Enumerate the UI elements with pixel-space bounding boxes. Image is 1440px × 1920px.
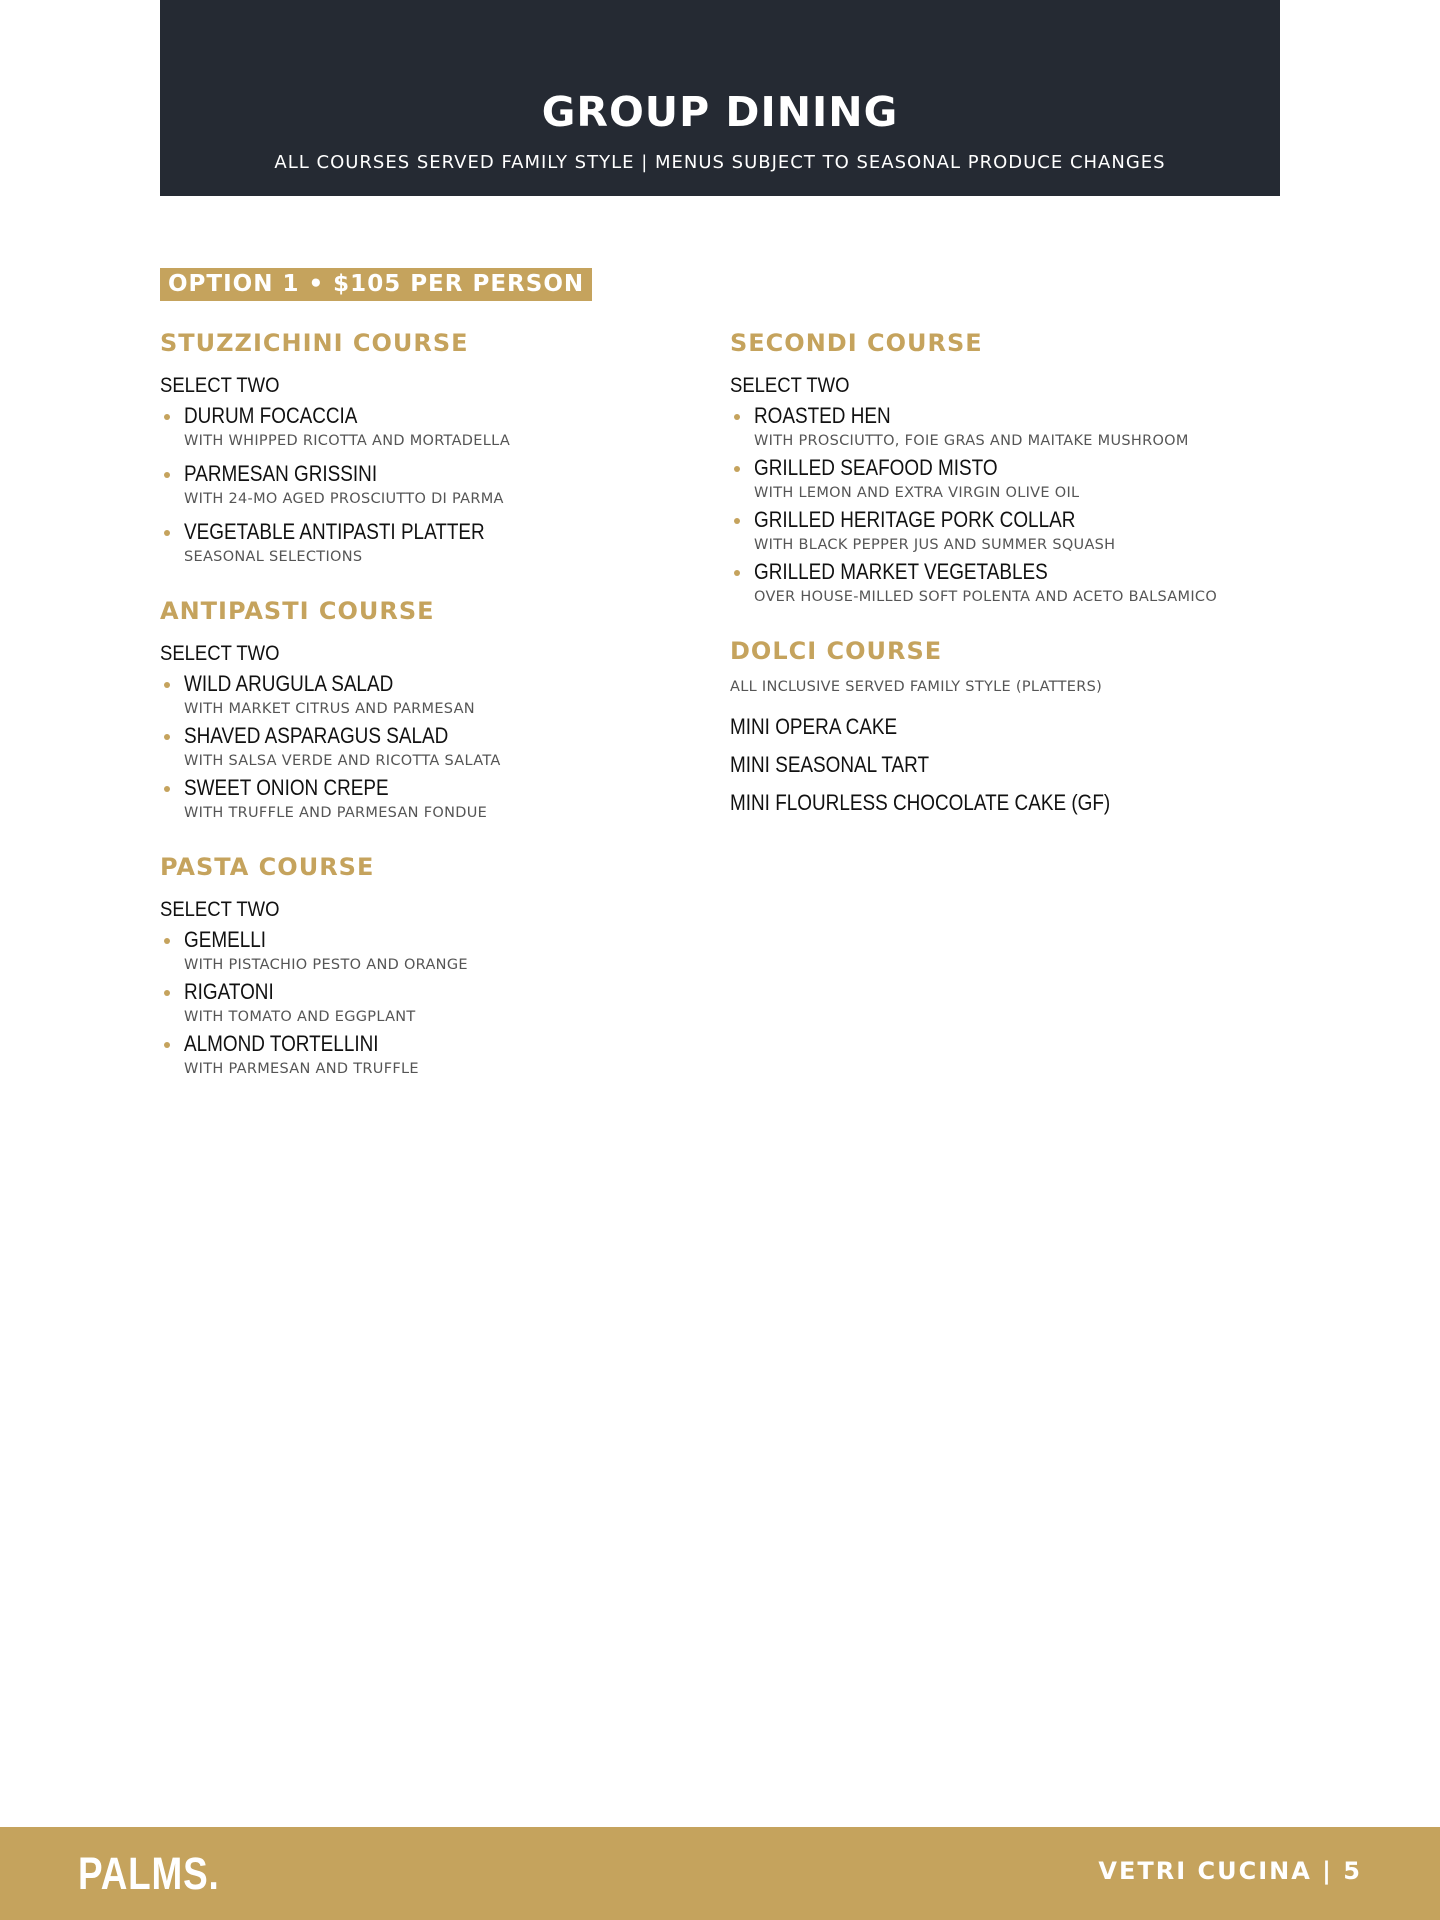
course-secondi — [730, 326, 1270, 608]
bullet-icon — [164, 786, 170, 792]
course-pasta — [160, 850, 700, 1080]
dessert-item: MINI OPERA CAKE — [730, 714, 898, 739]
bullet-icon — [164, 734, 170, 740]
item-name: RIGATONI — [184, 979, 274, 1004]
item-description: WITH PROSCIUTTO, FOIE GRAS AND MAITAKE MUSHROOM — [754, 433, 1189, 449]
page-title: GROUP DINING — [541, 88, 899, 136]
item-description: WITH 24-MO AGED PROSCIUTTO DI PARMA — [184, 491, 504, 507]
item-description: WITH SALSA VERDE AND RICOTTA SALATA — [184, 753, 501, 769]
footer-page-label: VETRI CUCINA | 5 — [1098, 1857, 1362, 1885]
item-name: ROASTED HEN — [754, 403, 891, 428]
item-description: WITH WHIPPED RICOTTA AND MORTADELLA — [184, 433, 511, 449]
bullet-icon — [164, 414, 170, 420]
item-name: GRILLED HERITAGE PORK COLLAR — [754, 507, 1076, 532]
menu-item — [160, 722, 700, 772]
bullet-icon — [164, 990, 170, 996]
bullet-icon — [734, 466, 740, 472]
course-instruction: SELECT TWO — [160, 642, 280, 665]
course-title: PASTA COURSE — [160, 853, 375, 881]
item-name: GRILLED MARKET VEGETABLES — [754, 559, 1048, 584]
menu-item — [160, 670, 700, 720]
item-name: SHAVED ASPARAGUS SALAD — [184, 723, 449, 748]
item-description: WITH TOMATO AND EGGPLANT — [184, 1009, 416, 1025]
course-title: ANTIPASTI COURSE — [160, 597, 435, 625]
menu-item — [160, 402, 700, 452]
course-dolci — [730, 634, 1270, 822]
course-instruction: SELECT TWO — [160, 898, 280, 921]
bullet-icon — [164, 682, 170, 688]
course-title: SECONDI COURSE — [730, 329, 983, 357]
menu-item — [730, 558, 1270, 608]
bullet-icon — [164, 938, 170, 944]
menu-item — [160, 774, 700, 824]
course-antipasti — [160, 594, 700, 824]
menu-item — [160, 978, 700, 1028]
bullet-icon — [734, 518, 740, 524]
item-name: PARMESAN GRISSINI — [184, 461, 378, 486]
menu-item — [730, 402, 1270, 452]
right-column — [730, 326, 1270, 848]
item-description: WITH LEMON AND EXTRA VIRGIN OLIVE OIL — [754, 485, 1080, 501]
item-name: ALMOND TORTELLINI — [184, 1031, 379, 1056]
bullet-icon — [734, 570, 740, 576]
page-subtitle: ALL COURSES SERVED FAMILY STYLE | MENUS SUBJECT TO SEASONAL PRODUCE CHANGES — [274, 152, 1166, 173]
bullet-icon — [164, 472, 170, 478]
item-name: VEGETABLE ANTIPASTI PLATTER — [184, 519, 485, 544]
item-description: SEASONAL SELECTIONS — [184, 549, 363, 565]
option-badge: OPTION 1 • $105 PER PERSON — [160, 268, 592, 301]
menu-item — [160, 460, 700, 510]
item-description: WITH MARKET CITRUS AND PARMESAN — [184, 701, 475, 717]
course-note: ALL INCLUSIVE SERVED FAMILY STYLE (PLATTERS) — [730, 679, 1103, 695]
item-description: OVER HOUSE-MILLED SOFT POLENTA AND ACETO BALSAMICO — [754, 589, 1218, 605]
item-name: GEMELLI — [184, 927, 267, 952]
course-stuzzichini — [160, 326, 700, 568]
item-description: WITH TRUFFLE AND PARMESAN FONDUE — [184, 805, 488, 821]
item-name: GRILLED SEAFOOD MISTO — [754, 455, 998, 480]
course-instruction: SELECT TWO — [160, 374, 280, 397]
course-instruction: SELECT TWO — [730, 374, 850, 397]
dessert-item: MINI FLOURLESS CHOCOLATE CAKE (GF) — [730, 790, 1111, 815]
item-name: DURUM FOCACCIA — [184, 403, 358, 428]
item-name: WILD ARUGULA SALAD — [184, 671, 394, 696]
bullet-icon — [734, 414, 740, 420]
menu-item — [730, 454, 1270, 504]
header-banner — [160, 0, 1280, 196]
left-column — [160, 326, 700, 1106]
palms-logo: PALMS. — [78, 1848, 220, 1899]
menu-item — [160, 518, 700, 568]
menu-item — [160, 1030, 700, 1080]
menu-item — [730, 506, 1270, 556]
menu-item — [160, 926, 700, 976]
footer-bar — [0, 1827, 1440, 1920]
course-title: DOLCI COURSE — [730, 637, 943, 665]
item-name: SWEET ONION CREPE — [184, 775, 389, 800]
item-description: WITH PISTACHIO PESTO AND ORANGE — [184, 957, 468, 973]
bullet-icon — [164, 530, 170, 536]
bullet-icon — [164, 1042, 170, 1048]
course-title: STUZZICHINI COURSE — [160, 329, 469, 357]
item-description: WITH PARMESAN AND TRUFFLE — [184, 1061, 419, 1077]
dessert-item: MINI SEASONAL TART — [730, 752, 930, 777]
item-description: WITH BLACK PEPPER JUS AND SUMMER SQUASH — [754, 537, 1116, 553]
